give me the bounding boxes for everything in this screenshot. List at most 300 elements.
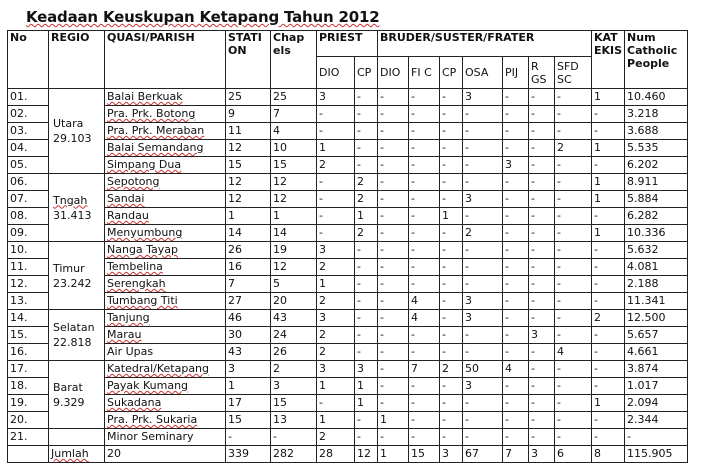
data-cell: 12.500 — [625, 310, 688, 327]
data-cell: 1 — [317, 276, 355, 293]
data-cell: - — [409, 429, 440, 446]
data-cell: 6.282 — [625, 208, 688, 225]
data-cell: - — [409, 191, 440, 208]
data-cell: - — [409, 378, 440, 395]
table-row — [8, 89, 688, 106]
total-cell: 339 — [226, 446, 271, 463]
data-cell: 2 — [355, 174, 378, 191]
data-cell: 2 — [317, 259, 355, 276]
data-cell: 14 — [271, 225, 317, 242]
data-cell: - — [555, 89, 592, 106]
data-cell: 1 — [317, 412, 355, 429]
row-number: 11. — [8, 259, 49, 276]
data-cell: - — [592, 259, 625, 276]
data-cell: - — [355, 310, 378, 327]
diocese-table — [7, 30, 688, 463]
data-cell: - — [529, 208, 555, 225]
row-number: 15. — [8, 327, 49, 344]
data-cell: - — [440, 174, 463, 191]
data-cell: 3 — [355, 361, 378, 378]
data-cell: 6.202 — [625, 157, 688, 174]
data-cell: - — [529, 395, 555, 412]
data-cell: - — [409, 412, 440, 429]
region-total: 31.413 — [53, 208, 92, 222]
row-number: 17. — [8, 361, 49, 378]
header-regio: REGIO — [49, 31, 105, 89]
data-cell: 4 — [409, 310, 440, 327]
data-cell: 1.017 — [625, 378, 688, 395]
row-number: 21. — [8, 429, 49, 446]
parish-name: Simpang Dua — [105, 157, 226, 174]
data-cell: - — [529, 157, 555, 174]
row-number: 07. — [8, 191, 49, 208]
data-cell: 4 — [555, 344, 592, 361]
data-cell: - — [503, 378, 529, 395]
data-cell: 3 — [317, 310, 355, 327]
data-cell: 2 — [317, 293, 355, 310]
total-cell: 8 — [592, 446, 625, 463]
row-number: 05. — [8, 157, 49, 174]
row-number: 08. — [8, 208, 49, 225]
data-cell: - — [378, 429, 409, 446]
data-cell: - — [440, 276, 463, 293]
table-row — [8, 293, 688, 310]
data-cell: 24 — [271, 327, 317, 344]
data-cell: - — [463, 140, 503, 157]
data-cell: 43 — [226, 344, 271, 361]
data-cell: - — [440, 225, 463, 242]
data-cell: - — [592, 429, 625, 446]
data-cell: 2 — [592, 310, 625, 327]
table-row — [8, 395, 688, 412]
data-cell: - — [555, 208, 592, 225]
data-cell: - — [592, 106, 625, 123]
parish-name: Tumbang Titi — [105, 293, 226, 310]
data-cell: - — [555, 276, 592, 293]
parish-name: Katedral/Ketapang — [105, 361, 226, 378]
header-chapels: Chap els — [271, 31, 317, 89]
data-cell: - — [463, 106, 503, 123]
data-cell: - — [555, 293, 592, 310]
data-cell: 4 — [271, 123, 317, 140]
data-cell: 1 — [592, 174, 625, 191]
data-cell: - — [503, 174, 529, 191]
data-cell: - — [463, 276, 503, 293]
row-number: 02. — [8, 106, 49, 123]
data-cell: 11 — [226, 123, 271, 140]
data-cell: - — [529, 106, 555, 123]
data-cell: 1 — [592, 395, 625, 412]
data-cell: 50 — [463, 361, 503, 378]
table-row — [8, 327, 688, 344]
data-cell: - — [409, 276, 440, 293]
data-cell: - — [529, 191, 555, 208]
data-cell: - — [355, 106, 378, 123]
data-cell: - — [555, 361, 592, 378]
data-cell: 3 — [463, 89, 503, 106]
data-cell: 2.094 — [625, 395, 688, 412]
data-cell: - — [503, 89, 529, 106]
data-cell: - — [409, 89, 440, 106]
data-cell: - — [355, 157, 378, 174]
data-cell: - — [503, 242, 529, 259]
data-cell: - — [409, 123, 440, 140]
data-cell: 15 — [226, 157, 271, 174]
data-cell: 1 — [592, 89, 625, 106]
header-cp: CP — [355, 57, 378, 89]
total-cell: 67 — [463, 446, 503, 463]
table-row — [8, 140, 688, 157]
data-cell: 4.661 — [625, 344, 688, 361]
data-cell: - — [378, 140, 409, 157]
data-cell: 13 — [271, 412, 317, 429]
data-cell: 43 — [271, 310, 317, 327]
data-cell: - — [317, 191, 355, 208]
data-cell: - — [503, 276, 529, 293]
data-cell: 26 — [226, 242, 271, 259]
parish-name: Tembelina — [105, 259, 226, 276]
data-cell: - — [592, 123, 625, 140]
data-cell: 12 — [271, 174, 317, 191]
data-cell: 1 — [440, 208, 463, 225]
data-cell: 25 — [226, 89, 271, 106]
data-cell: - — [317, 208, 355, 225]
data-cell: - — [409, 106, 440, 123]
data-cell: 1 — [317, 378, 355, 395]
data-cell: 7 — [409, 361, 440, 378]
data-cell: 12 — [226, 174, 271, 191]
data-cell: - — [592, 208, 625, 225]
data-cell: 1 — [317, 140, 355, 157]
data-cell: - — [409, 225, 440, 242]
data-cell: - — [463, 429, 503, 446]
data-cell: 3 — [463, 378, 503, 395]
data-cell: - — [355, 123, 378, 140]
data-cell: 19 — [271, 242, 317, 259]
data-cell: - — [409, 259, 440, 276]
region-name: Tngah — [53, 193, 88, 207]
data-cell: 46 — [226, 310, 271, 327]
data-cell: - — [378, 174, 409, 191]
data-cell: - — [555, 191, 592, 208]
data-cell: - — [503, 412, 529, 429]
data-cell: - — [529, 174, 555, 191]
data-cell: 25 — [271, 89, 317, 106]
data-cell: 10.460 — [625, 89, 688, 106]
header-priest: PRIEST — [317, 31, 378, 57]
data-cell: - — [463, 174, 503, 191]
data-cell: - — [555, 378, 592, 395]
data-cell: - — [378, 89, 409, 106]
data-cell: 26 — [271, 344, 317, 361]
data-cell: 14 — [226, 225, 271, 242]
data-cell: - — [409, 327, 440, 344]
row-number: 04. — [8, 140, 49, 157]
total-label: Jumlah — [49, 446, 105, 463]
total-cell: 3 — [440, 446, 463, 463]
data-cell: - — [503, 140, 529, 157]
data-cell: - — [440, 259, 463, 276]
data-cell: - — [592, 242, 625, 259]
data-cell: 3 — [317, 242, 355, 259]
data-cell: - — [378, 378, 409, 395]
data-cell: - — [529, 259, 555, 276]
data-cell: - — [355, 293, 378, 310]
row-number: 10. — [8, 242, 49, 259]
data-cell: - — [555, 157, 592, 174]
header-num-catholic: Num Catholic People — [625, 31, 688, 89]
header-dio: DIO — [317, 57, 355, 89]
header-station: STATI ON — [226, 31, 271, 89]
region-total: 23.242 — [53, 276, 92, 290]
data-cell: - — [378, 327, 409, 344]
header-quasi-parish: QUASI/PARISH — [105, 31, 226, 89]
parish-name: Pra. Prk. Botong — [105, 106, 226, 123]
data-cell: - — [463, 208, 503, 225]
data-cell: 2 — [355, 191, 378, 208]
header-bruder: BRUDER/SUSTER/FRATER — [378, 31, 592, 57]
data-cell: - — [440, 242, 463, 259]
data-cell: - — [440, 191, 463, 208]
row-number: 09. — [8, 225, 49, 242]
data-cell: - — [503, 429, 529, 446]
data-cell: - — [463, 395, 503, 412]
total-cell: 3 — [529, 446, 555, 463]
row-number: 19. — [8, 395, 49, 412]
data-cell: - — [378, 310, 409, 327]
parish-name: Balai Berkuak — [105, 89, 226, 106]
data-cell: - — [503, 191, 529, 208]
data-cell: - — [378, 208, 409, 225]
data-cell: - — [529, 361, 555, 378]
data-cell: - — [378, 123, 409, 140]
data-cell: 1 — [378, 412, 409, 429]
data-cell: - — [440, 106, 463, 123]
data-cell: - — [440, 293, 463, 310]
data-cell: 1 — [355, 208, 378, 225]
data-cell: - — [555, 123, 592, 140]
data-cell: 2 — [271, 361, 317, 378]
region-total: 29.103 — [53, 132, 92, 145]
table-row — [8, 378, 688, 395]
table-row — [8, 157, 688, 174]
data-cell: 2 — [355, 225, 378, 242]
data-cell: 30 — [226, 327, 271, 344]
data-cell: - — [378, 344, 409, 361]
data-cell: 3 — [463, 293, 503, 310]
data-cell: - — [440, 89, 463, 106]
data-cell: - — [503, 395, 529, 412]
data-cell: 8.911 — [625, 174, 688, 191]
table-row — [8, 259, 688, 276]
data-cell: - — [592, 157, 625, 174]
data-cell: - — [378, 259, 409, 276]
data-cell: - — [317, 123, 355, 140]
data-cell: 1 — [355, 395, 378, 412]
data-cell: - — [440, 140, 463, 157]
data-cell: 9 — [226, 106, 271, 123]
header-cp-2: CP — [440, 57, 463, 89]
data-cell: 2.344 — [625, 412, 688, 429]
data-cell: - — [463, 157, 503, 174]
data-cell: - — [378, 225, 409, 242]
data-cell: 20 — [271, 293, 317, 310]
data-cell: 1 — [592, 140, 625, 157]
table-row — [8, 191, 688, 208]
row-number: 18. — [8, 378, 49, 395]
data-cell: - — [503, 106, 529, 123]
data-cell: - — [378, 242, 409, 259]
data-cell: - — [440, 429, 463, 446]
data-cell: 2.188 — [625, 276, 688, 293]
table-row — [8, 123, 688, 140]
data-cell: - — [440, 327, 463, 344]
data-cell: - — [529, 310, 555, 327]
data-cell: 1 — [592, 225, 625, 242]
data-cell: - — [592, 344, 625, 361]
data-cell: - — [503, 259, 529, 276]
data-cell: - — [529, 242, 555, 259]
data-cell: 1 — [271, 208, 317, 225]
parish-name: Payak Kumang — [105, 378, 226, 395]
parish-name: Marau — [105, 327, 226, 344]
parish-name: Pra. Prk. Meraban — [105, 123, 226, 140]
data-cell: - — [440, 344, 463, 361]
data-cell: 7 — [271, 106, 317, 123]
data-cell: - — [355, 89, 378, 106]
data-cell: - — [378, 395, 409, 412]
data-cell: 3.218 — [625, 106, 688, 123]
data-cell: - — [503, 225, 529, 242]
header-no: No — [8, 31, 49, 89]
table-row — [8, 429, 688, 446]
data-cell: 1 — [226, 208, 271, 225]
total-cell: 15 — [409, 446, 440, 463]
row-number: 13. — [8, 293, 49, 310]
data-cell: - — [555, 395, 592, 412]
data-cell: - — [529, 276, 555, 293]
region-cell — [49, 242, 105, 310]
total-cell: 28 — [317, 446, 355, 463]
data-cell: - — [271, 429, 317, 446]
data-cell: - — [409, 157, 440, 174]
data-cell: - — [529, 293, 555, 310]
data-cell: - — [463, 412, 503, 429]
data-cell: - — [503, 310, 529, 327]
parish-name: Nanga Tayap — [105, 242, 226, 259]
data-cell: - — [503, 123, 529, 140]
data-cell: 12 — [226, 191, 271, 208]
data-cell: 5.632 — [625, 242, 688, 259]
data-cell: 3 — [226, 361, 271, 378]
data-cell: - — [409, 344, 440, 361]
data-cell: 5.657 — [625, 327, 688, 344]
data-cell: - — [440, 157, 463, 174]
region-cell — [49, 429, 105, 446]
data-cell: - — [355, 412, 378, 429]
data-cell: 3 — [463, 191, 503, 208]
table-row — [8, 106, 688, 123]
data-cell: - — [592, 293, 625, 310]
data-cell: 7 — [226, 276, 271, 293]
data-cell: - — [440, 412, 463, 429]
row-number: 03. — [8, 123, 49, 140]
region-total: 22.818 — [53, 336, 92, 349]
region-total: 9.329 — [53, 395, 85, 409]
data-cell: 3 — [271, 378, 317, 395]
data-cell: - — [592, 361, 625, 378]
data-cell: 3 — [463, 310, 503, 327]
table-row — [8, 174, 688, 191]
data-cell: - — [378, 361, 409, 378]
data-cell: - — [409, 140, 440, 157]
data-cell: - — [355, 242, 378, 259]
data-cell: - — [378, 276, 409, 293]
data-cell: 2 — [317, 344, 355, 361]
data-cell: - — [555, 412, 592, 429]
data-cell: - — [503, 208, 529, 225]
data-cell: 5.884 — [625, 191, 688, 208]
data-cell: 2 — [463, 225, 503, 242]
data-cell: 2 — [440, 361, 463, 378]
header-osa: OSA — [463, 57, 503, 89]
total-cell: 115.905 — [625, 446, 688, 463]
data-cell: 2 — [317, 429, 355, 446]
parish-name: Sepotong — [105, 174, 226, 191]
data-cell: - — [625, 429, 688, 446]
data-cell: - — [355, 327, 378, 344]
data-cell: 3 — [317, 89, 355, 106]
row-number: 20. — [8, 412, 49, 429]
data-cell: 10.336 — [625, 225, 688, 242]
data-cell: - — [226, 429, 271, 446]
data-cell: 16 — [226, 259, 271, 276]
data-cell: 1 — [226, 378, 271, 395]
data-cell: 2 — [317, 157, 355, 174]
data-cell: - — [317, 395, 355, 412]
data-cell: - — [592, 412, 625, 429]
data-cell: - — [503, 344, 529, 361]
data-cell: - — [317, 174, 355, 191]
data-cell: - — [463, 123, 503, 140]
header-katekis: KAT EKIS — [592, 31, 625, 89]
data-cell: - — [378, 293, 409, 310]
data-cell: 5.535 — [625, 140, 688, 157]
table-row — [8, 344, 688, 361]
parish-name: Menyumbung — [105, 225, 226, 242]
header-sfdsc: SFD SC — [555, 57, 592, 89]
table-row — [8, 225, 688, 242]
data-cell: - — [529, 412, 555, 429]
row-number: 01. — [8, 89, 49, 106]
data-cell: - — [503, 327, 529, 344]
data-cell: 3.688 — [625, 123, 688, 140]
data-cell: - — [378, 157, 409, 174]
data-cell: - — [355, 276, 378, 293]
data-cell: - — [355, 259, 378, 276]
data-cell: 4 — [503, 361, 529, 378]
data-cell: - — [355, 344, 378, 361]
data-cell: - — [355, 140, 378, 157]
data-cell: - — [378, 106, 409, 123]
data-cell: - — [555, 225, 592, 242]
total-cell: 282 — [271, 446, 317, 463]
total-cell: 7 — [503, 446, 529, 463]
total-cell: 1 — [378, 446, 409, 463]
parish-name: Sandai — [105, 191, 226, 208]
data-cell: 1 — [355, 378, 378, 395]
data-cell: - — [592, 276, 625, 293]
